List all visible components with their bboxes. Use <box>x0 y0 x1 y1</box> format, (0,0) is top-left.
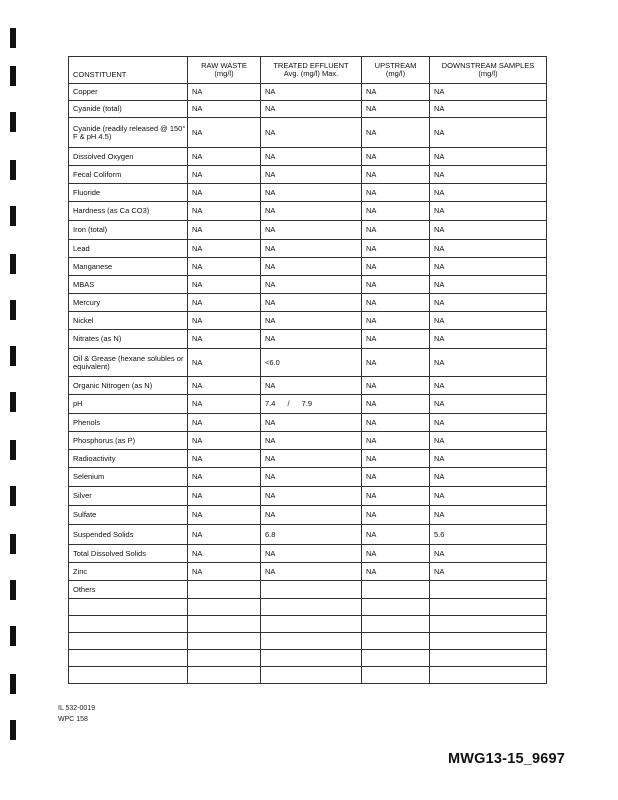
upstream-value: NA <box>362 377 430 395</box>
ph-min-value: 7.4 <box>265 399 276 408</box>
downstream-value: NA <box>430 414 547 432</box>
constituent-name <box>69 633 188 650</box>
scan-edge-mark <box>10 112 16 132</box>
downstream-value: NA <box>430 184 547 202</box>
table-row <box>69 240 547 258</box>
treated-value <box>261 599 362 616</box>
treated-value: NA <box>261 377 362 395</box>
table-row <box>69 581 547 599</box>
upstream-value: NA <box>362 349 430 377</box>
constituent-name <box>69 616 188 633</box>
treated-value: NA <box>261 84 362 101</box>
treated-value: <6.0 <box>261 349 362 377</box>
constituent-name: Zinc <box>69 563 188 581</box>
upstream-value: NA <box>362 294 430 312</box>
constituent-name: Phosphorus (as P) <box>69 432 188 450</box>
constituent-name: Nitrates (as N) <box>69 330 188 349</box>
raw-waste-value: NA <box>188 101 261 118</box>
upstream-value: NA <box>362 221 430 240</box>
table-row <box>69 202 547 221</box>
treated-effluent-header: TREATED EFFLUENT Avg. (mg/l) Max. <box>261 57 362 84</box>
constituent-name: Lead <box>69 240 188 258</box>
raw-waste-value: NA <box>188 184 261 202</box>
scan-edge-mark <box>10 486 16 506</box>
raw-waste-value: NA <box>188 330 261 349</box>
table-row <box>69 377 547 395</box>
raw-waste-value: NA <box>188 525 261 545</box>
raw-waste-value: NA <box>188 202 261 221</box>
downstream-value: NA <box>430 240 547 258</box>
scan-edge-mark <box>10 626 16 646</box>
downstream-value <box>430 633 547 650</box>
upstream-value <box>362 599 430 616</box>
raw-waste-value: NA <box>188 545 261 563</box>
upstream-value: NA <box>362 545 430 563</box>
constituent-name: Sulfate <box>69 506 188 525</box>
scan-edge-mark <box>10 28 16 48</box>
table-row <box>69 506 547 525</box>
constituent-name: Total Dissolved Solids <box>69 545 188 563</box>
raw-waste-header: RAW WASTE (mg/l) <box>188 57 261 84</box>
treated-value: NA <box>261 294 362 312</box>
form-codes <box>58 703 95 725</box>
wpc-code: WPC 158 <box>58 716 88 723</box>
upstream-value: NA <box>362 148 430 166</box>
upstream-value <box>362 667 430 684</box>
treated-value: NA <box>261 506 362 525</box>
downstream-value: NA <box>430 221 547 240</box>
constituent-name: Manganese <box>69 258 188 276</box>
downstream-value: NA <box>430 506 547 525</box>
raw-waste-value: NA <box>188 468 261 487</box>
treated-value: NA <box>261 184 362 202</box>
document-id: MWG13-15_9697 <box>448 751 566 767</box>
treated-value: 6.8 <box>261 525 362 545</box>
downstream-value: NA <box>430 312 547 330</box>
table-row <box>69 468 547 487</box>
treated-value: NA <box>261 450 362 468</box>
raw-waste-value: NA <box>188 118 261 148</box>
raw-waste-value: NA <box>188 258 261 276</box>
table-row <box>69 184 547 202</box>
upstream-value: NA <box>362 414 430 432</box>
scan-edge-mark <box>10 346 16 366</box>
treated-value: NA <box>261 545 362 563</box>
downstream-value <box>430 599 547 616</box>
scan-edge-mark <box>10 440 16 460</box>
raw-waste-value: NA <box>188 349 261 377</box>
raw-waste-value: NA <box>188 450 261 468</box>
raw-waste-value: NA <box>188 312 261 330</box>
constituent-name: Silver <box>69 487 188 506</box>
upstream-value: NA <box>362 84 430 101</box>
table-row <box>69 525 547 545</box>
downstream-value: NA <box>430 349 547 377</box>
table-row <box>69 221 547 240</box>
raw-waste-value: NA <box>188 276 261 294</box>
raw-waste-value: NA <box>188 395 261 414</box>
downstream-value: 5.6 <box>430 525 547 545</box>
constituent-name: Others <box>69 581 188 599</box>
constituent-name: Fecal Coliform <box>69 166 188 184</box>
treated-value: NA <box>261 432 362 450</box>
downstream-value: NA <box>430 258 547 276</box>
table-row <box>69 294 547 312</box>
upstream-value: NA <box>362 240 430 258</box>
upstream-value: NA <box>362 258 430 276</box>
table-row <box>69 487 547 506</box>
downstream-value: NA <box>430 166 547 184</box>
downstream-value <box>430 667 547 684</box>
table-row <box>69 258 547 276</box>
raw-waste-value: NA <box>188 377 261 395</box>
treated-value: NA <box>261 118 362 148</box>
scan-edge-mark <box>10 160 16 180</box>
downstream-value: NA <box>430 563 547 581</box>
treated-value <box>261 650 362 667</box>
table-row <box>69 330 547 349</box>
constituent-name: Fluoride <box>69 184 188 202</box>
treated-value <box>261 667 362 684</box>
upstream-header: UPSTREAM (mg/l) <box>362 57 430 84</box>
downstream-value: NA <box>430 468 547 487</box>
raw-waste-value: NA <box>188 221 261 240</box>
constituent-name: Iron (total) <box>69 221 188 240</box>
downstream-value: NA <box>430 202 547 221</box>
upstream-value <box>362 616 430 633</box>
table-row <box>69 414 547 432</box>
downstream-value: NA <box>430 487 547 506</box>
scan-edge-mark <box>10 674 16 694</box>
downstream-value: NA <box>430 545 547 563</box>
scan-edge-mark <box>10 534 16 554</box>
upstream-value: NA <box>362 330 430 349</box>
constituent-table <box>68 56 547 684</box>
raw-waste-value: NA <box>188 240 261 258</box>
downstream-value: NA <box>430 118 547 148</box>
raw-waste-value <box>188 633 261 650</box>
table-row <box>69 633 547 650</box>
table-row <box>69 395 547 414</box>
table-row <box>69 101 547 118</box>
raw-waste-value <box>188 667 261 684</box>
upstream-value: NA <box>362 276 430 294</box>
constituent-name <box>69 650 188 667</box>
upstream-value: NA <box>362 101 430 118</box>
constituent-name: MBAS <box>69 276 188 294</box>
downstream-value: NA <box>430 450 547 468</box>
treated-value: NA <box>261 240 362 258</box>
downstream-value: NA <box>430 84 547 101</box>
raw-waste-value: NA <box>188 414 261 432</box>
table-row <box>69 166 547 184</box>
constituent-name: Hardness (as Ca CO3) <box>69 202 188 221</box>
constituent-name: Nickel <box>69 312 188 330</box>
upstream-value: NA <box>362 432 430 450</box>
upstream-value: NA <box>362 563 430 581</box>
treated-value: NA <box>261 330 362 349</box>
constituent-header: CONSTITUENT <box>69 57 188 84</box>
treated-value: NA <box>261 468 362 487</box>
treated-value <box>261 633 362 650</box>
table-row <box>69 148 547 166</box>
constituent-name: Dissolved Oxygen <box>69 148 188 166</box>
raw-waste-value: NA <box>188 563 261 581</box>
downstream-value <box>430 616 547 633</box>
upstream-value <box>362 633 430 650</box>
table-row <box>69 450 547 468</box>
treated-value: NA <box>261 312 362 330</box>
constituent-name: pH <box>69 395 188 414</box>
raw-waste-value: NA <box>188 432 261 450</box>
downstream-value: NA <box>430 330 547 349</box>
upstream-value: NA <box>362 487 430 506</box>
constituent-name <box>69 599 188 616</box>
ph-separator: / <box>287 399 290 408</box>
downstream-value: NA <box>430 294 547 312</box>
raw-waste-value: NA <box>188 148 261 166</box>
table-row <box>69 276 547 294</box>
downstream-value: NA <box>430 377 547 395</box>
raw-waste-value <box>188 581 261 599</box>
downstream-value: NA <box>430 432 547 450</box>
treated-value <box>261 616 362 633</box>
raw-waste-value: NA <box>188 487 261 506</box>
upstream-value <box>362 650 430 667</box>
treated-value: NA <box>261 101 362 118</box>
table-row <box>69 349 547 377</box>
table-row <box>69 650 547 667</box>
upstream-value: NA <box>362 184 430 202</box>
raw-waste-value <box>188 616 261 633</box>
treated-value: NA <box>261 414 362 432</box>
scan-edge-mark <box>10 720 16 740</box>
treated-value: NA <box>261 166 362 184</box>
treated-value: NA <box>261 258 362 276</box>
constituent-name: Oil & Grease (hexane solubles or equivalent) <box>69 349 188 377</box>
constituent-name: Mercury <box>69 294 188 312</box>
scan-edge-mark <box>10 392 16 412</box>
header-row <box>69 57 547 84</box>
table-row <box>69 118 547 148</box>
upstream-value: NA <box>362 312 430 330</box>
table-row <box>69 599 547 616</box>
constituent-name: Cyanide (readily released @ 150° F & pH 4.5) <box>69 118 188 148</box>
scan-edge-mark <box>10 300 16 320</box>
treated-value <box>261 581 362 599</box>
constituent-name: Organic Nitrogen (as N) <box>69 377 188 395</box>
table-row <box>69 616 547 633</box>
table-row <box>69 312 547 330</box>
downstream-header: DOWNSTREAM SAMPLES (mg/l) <box>430 57 547 84</box>
constituent-name: Cyanide (total) <box>69 101 188 118</box>
downstream-value: NA <box>430 276 547 294</box>
constituent-name: Phenols <box>69 414 188 432</box>
form-code: IL 532-0019 <box>58 705 96 712</box>
table-row <box>69 563 547 581</box>
constituent-name: Selenium <box>69 468 188 487</box>
treated-ph-range <box>261 395 362 414</box>
downstream-value <box>430 650 547 667</box>
scan-edge-mark <box>10 580 16 600</box>
treated-value: NA <box>261 221 362 240</box>
constituent-name: Radioactivity <box>69 450 188 468</box>
scan-edge-mark <box>10 66 16 86</box>
upstream-value: NA <box>362 118 430 148</box>
raw-waste-value: NA <box>188 294 261 312</box>
ph-max-value: 7.9 <box>301 399 313 408</box>
constituent-name: Suspended Solids <box>69 525 188 545</box>
raw-waste-value: NA <box>188 166 261 184</box>
treated-value: NA <box>261 148 362 166</box>
table-row <box>69 84 547 101</box>
constituent-name <box>69 667 188 684</box>
table-row <box>69 545 547 563</box>
upstream-value: NA <box>362 506 430 525</box>
downstream-value: NA <box>430 148 547 166</box>
scan-edge-mark <box>10 254 16 274</box>
constituent-name: Copper <box>69 84 188 101</box>
upstream-value: NA <box>362 202 430 221</box>
treated-value: NA <box>261 202 362 221</box>
downstream-value <box>430 581 547 599</box>
treated-value: NA <box>261 563 362 581</box>
table-row <box>69 432 547 450</box>
raw-waste-value <box>188 650 261 667</box>
upstream-value: NA <box>362 525 430 545</box>
upstream-value: NA <box>362 166 430 184</box>
raw-waste-value: NA <box>188 84 261 101</box>
raw-waste-value: NA <box>188 506 261 525</box>
treated-value: NA <box>261 487 362 506</box>
treated-value: NA <box>261 276 362 294</box>
downstream-value: NA <box>430 395 547 414</box>
upstream-value <box>362 581 430 599</box>
raw-waste-value <box>188 599 261 616</box>
downstream-value: NA <box>430 101 547 118</box>
upstream-value: NA <box>362 468 430 487</box>
scan-edge-mark <box>10 206 16 226</box>
upstream-value: NA <box>362 395 430 414</box>
table-row <box>69 667 547 684</box>
upstream-value: NA <box>362 450 430 468</box>
